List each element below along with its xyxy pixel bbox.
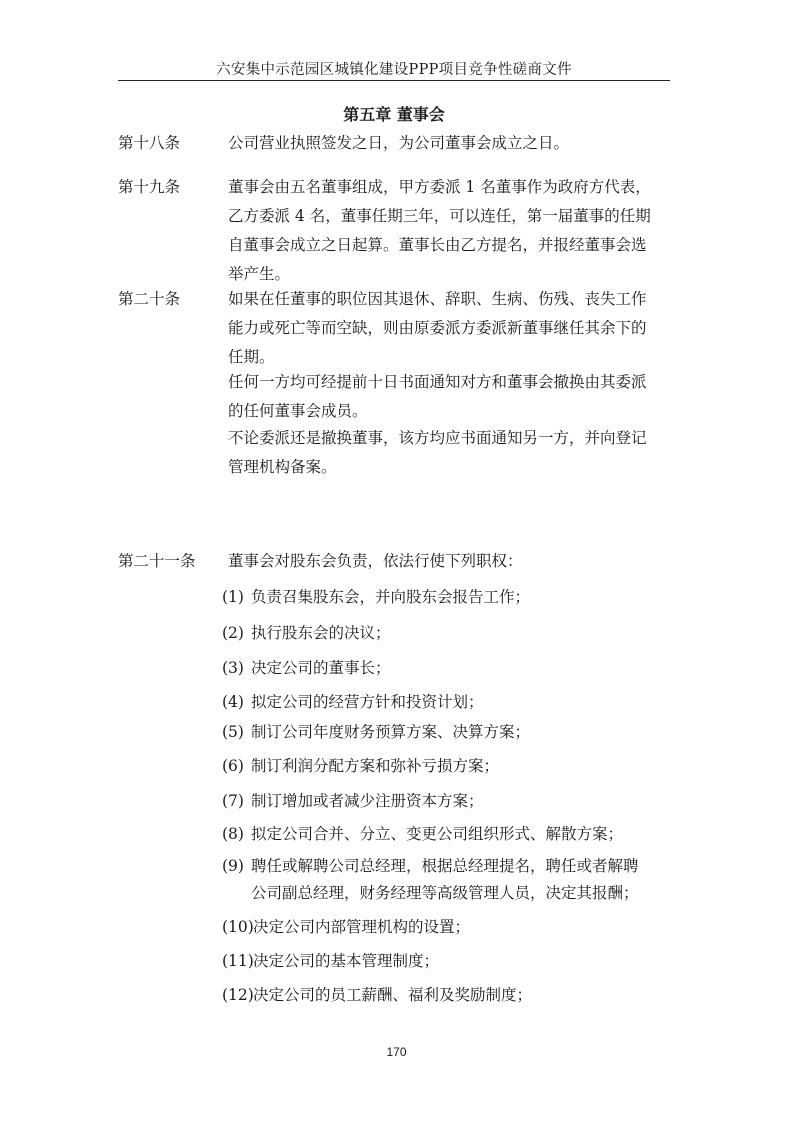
article-20-paragraph-2	[228, 368, 670, 426]
list-item	[222, 718, 672, 747]
item-text: 执行股东会的决议；	[251, 624, 391, 642]
list-item	[222, 913, 672, 942]
list-item	[222, 852, 672, 881]
item-number: (7)	[222, 792, 244, 810]
article-20-paragraph-3	[228, 424, 670, 482]
text-line: 任何一方均可经提前十日书面通知对方和董事会撤换由其委派	[228, 373, 647, 391]
text-line: 任期。	[228, 348, 275, 366]
list-item	[222, 947, 672, 976]
text-line: 自董事会成立之日起算。董事长由乙方提名，并报经董事会选	[228, 236, 647, 254]
article-18-label: 第十八条	[118, 134, 181, 152]
item-number: (2)	[222, 624, 244, 642]
text-line: 举产生。	[228, 265, 291, 283]
list-item	[222, 619, 672, 648]
text-line: 不论委派还是撤换董事，该方均应书面通知另一方，并向登记	[228, 429, 647, 447]
item-text: 决定公司的员工薪酬、福利及奖励制度；	[253, 986, 533, 1004]
item-text: 制订利润分配方案和弥补亏损方案；	[251, 757, 500, 775]
item-text: 决定公司的董事长；	[251, 659, 391, 677]
text-line: 董事会由五名董事组成，甲方委派 1 名董事作为政府方代表，	[228, 178, 651, 196]
item-text: 拟定公司合并、分立、变更公司组织形式、解散方案；	[251, 825, 624, 843]
item-number: (9)	[222, 857, 244, 875]
list-item-continuation: 公司副总经理，财务经理等高级管理人员，决定其报酬；	[251, 884, 639, 902]
article-19-label: 第十九条	[118, 178, 181, 196]
item-number: (10)	[222, 918, 254, 936]
item-text: 聘任或解聘公司总经理，根据总经理提名，聘任或者解聘	[251, 857, 639, 875]
text-line: 管理机构备案。	[228, 458, 337, 476]
list-item	[222, 752, 672, 781]
item-number: (5)	[222, 723, 244, 741]
item-number: (8)	[222, 825, 244, 843]
text-line: 如果在任董事的职位因其退休、辞职、生病、伤残、丧失工作	[228, 290, 647, 308]
item-number: (12)	[222, 986, 254, 1004]
article-20-label: 第二十条	[118, 290, 181, 308]
item-text: 制订增加或者减少注册资本方案；	[251, 792, 484, 810]
article-19-text	[228, 173, 670, 289]
item-number: (11)	[222, 952, 254, 970]
page-number: 170	[386, 1045, 407, 1059]
list-item	[222, 787, 672, 816]
list-item	[222, 583, 672, 612]
text-line: 能力或死亡等而空缺，则由原委派方委派新董事继任其余下的	[228, 319, 647, 337]
article-21-label: 第二十一条	[118, 552, 196, 570]
chapter-title: 第五章 董事会	[343, 105, 445, 124]
item-text: 决定公司内部管理机构的设置；	[253, 918, 471, 936]
list-item	[222, 820, 672, 849]
item-text: 负责召集股东会，并向股东会报告工作；	[251, 588, 531, 606]
article-20-paragraph-1	[228, 285, 670, 372]
item-number: (1)	[222, 588, 244, 606]
article-21-intro: 董事会对股东会负责，依法行使下列职权：	[228, 552, 523, 570]
running-header: 六安集中示范园区城镇化建设PPP项目竞争性磋商文件	[216, 62, 572, 78]
item-text: 制订公司年度财务预算方案、决算方案；	[251, 723, 531, 741]
item-number: (3)	[222, 659, 244, 677]
list-item	[222, 688, 672, 717]
text-line: 乙方委派 4 名，董事任期三年，可以连任，第一届董事的任期	[228, 207, 651, 225]
list-item	[222, 981, 672, 1010]
item-text: 决定公司的基本管理制度；	[253, 952, 440, 970]
text-line: 的任何董事会成员。	[228, 402, 368, 420]
article-18-text: 公司营业执照签发之日，为公司董事会成立之日。	[228, 134, 570, 152]
item-text: 拟定公司的经营方针和投资计划；	[251, 693, 484, 711]
header-divider	[118, 80, 670, 81]
item-number: (4)	[222, 693, 244, 711]
list-item	[222, 654, 672, 683]
item-number: (6)	[222, 757, 244, 775]
